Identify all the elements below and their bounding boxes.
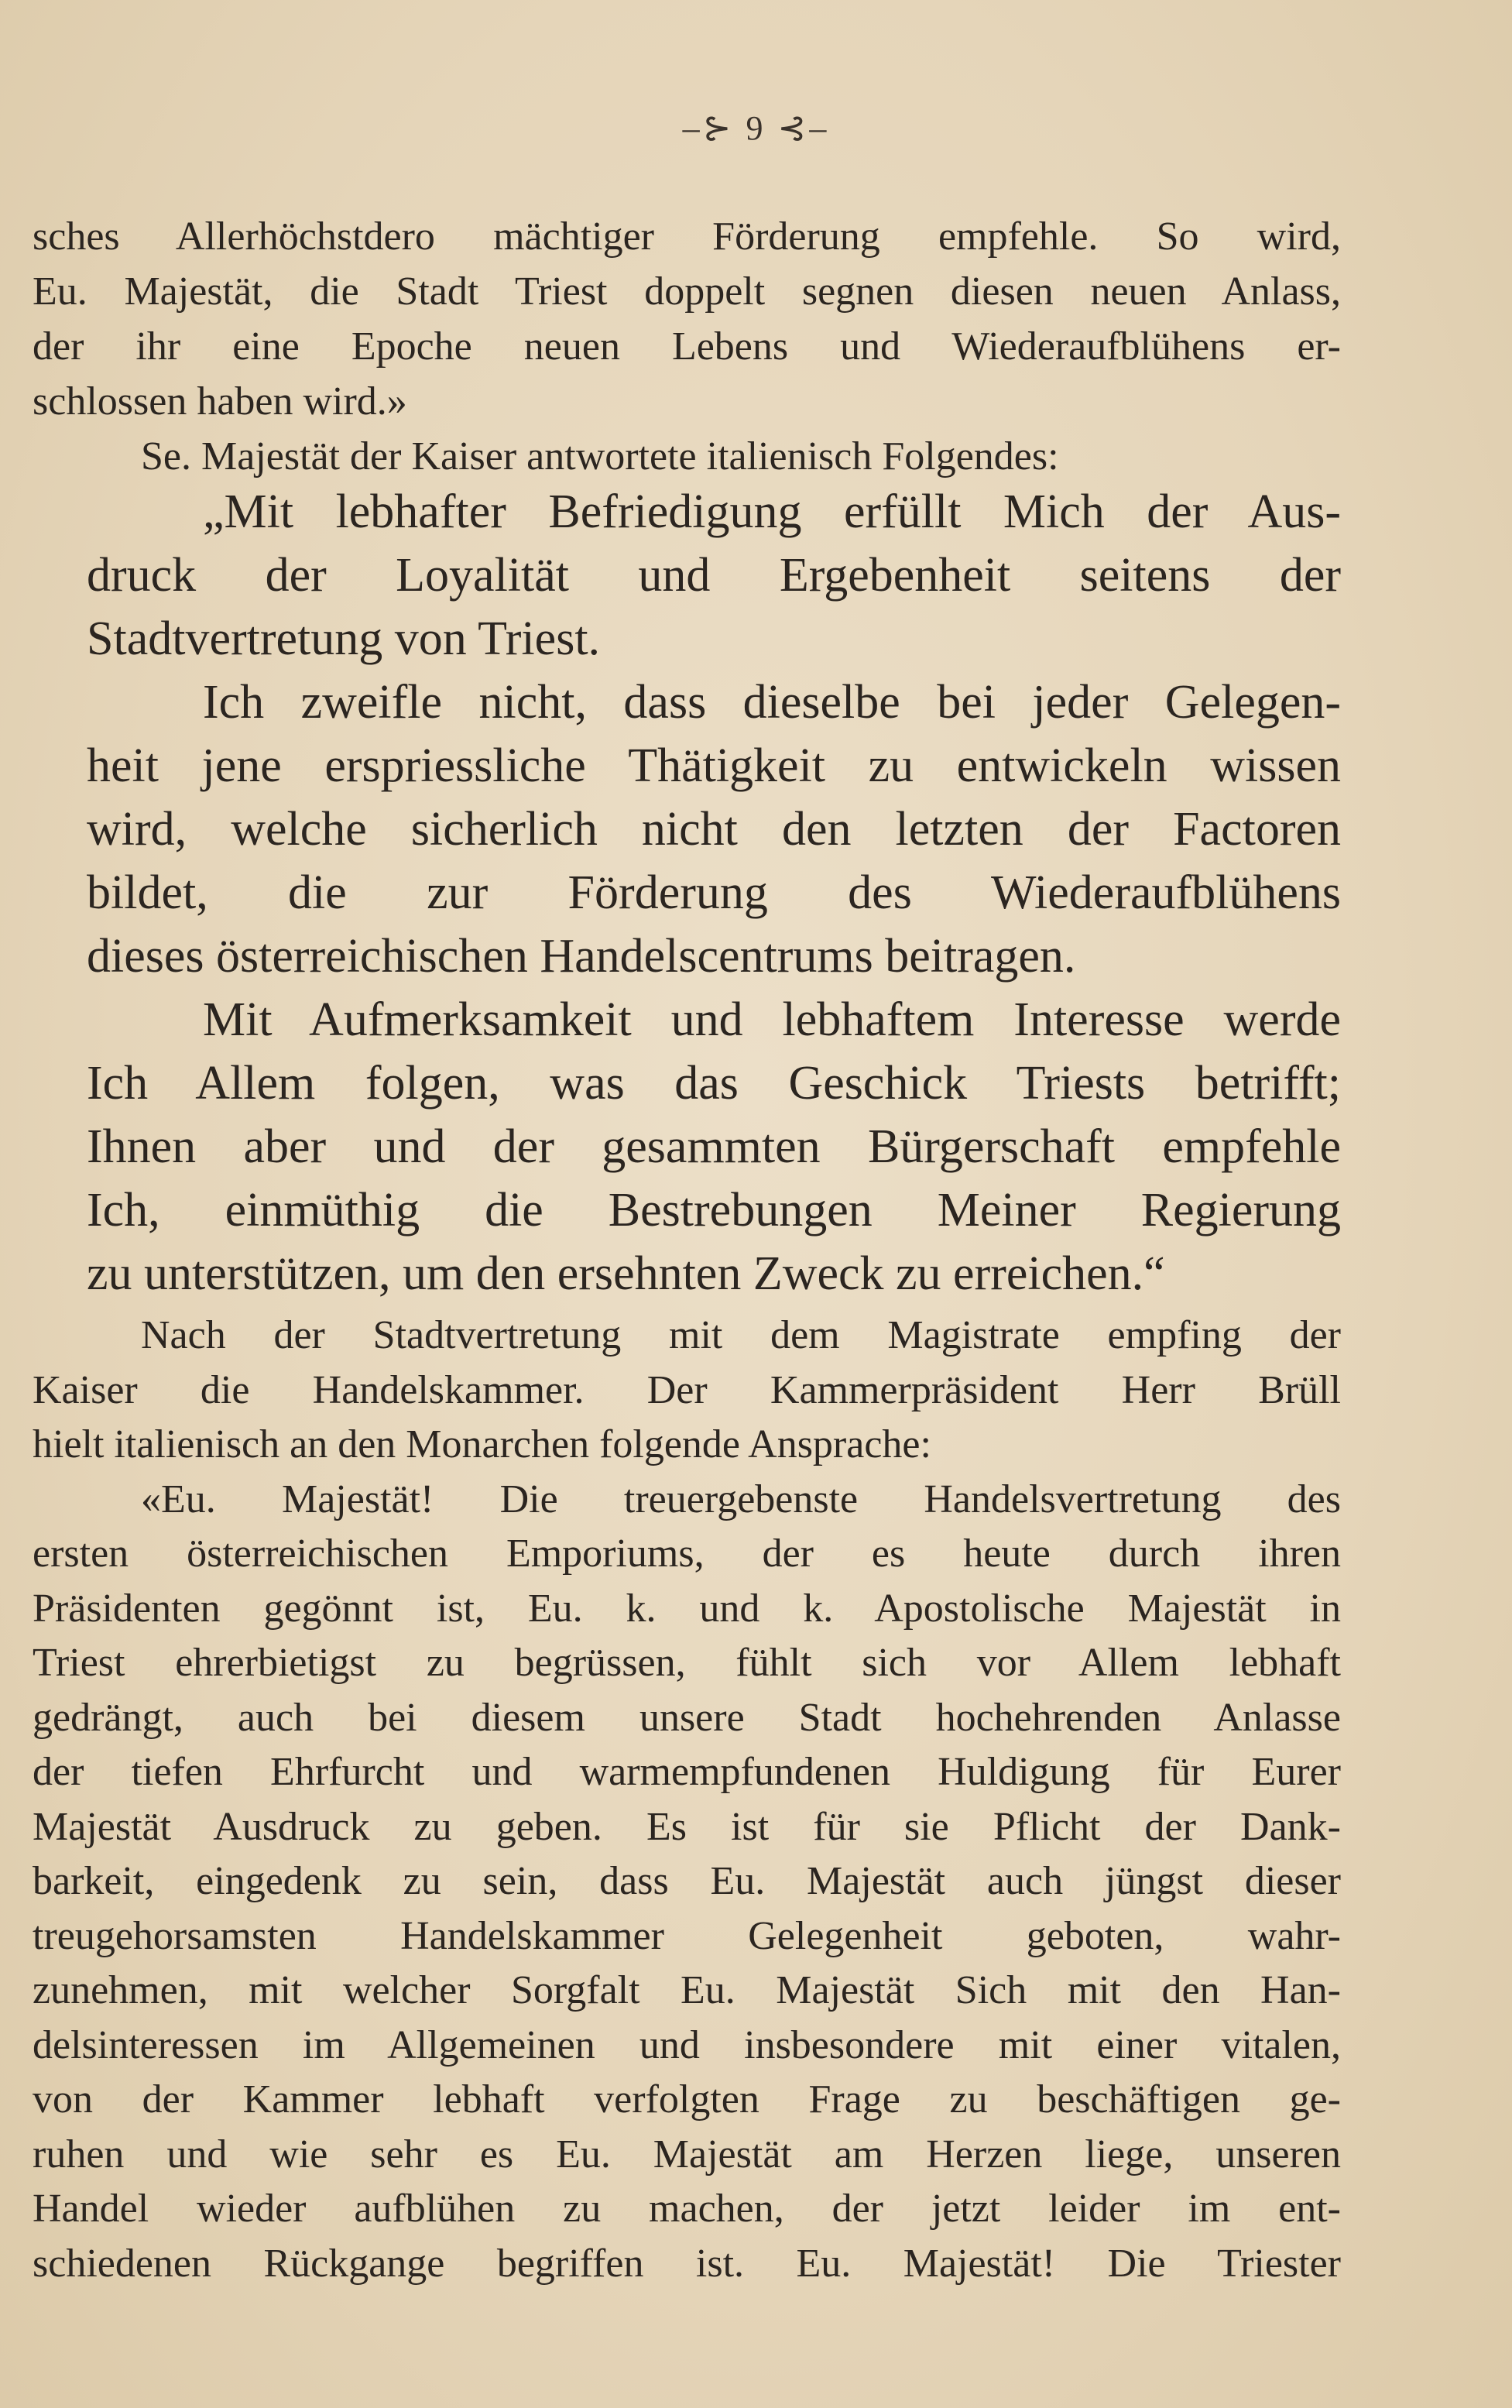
text-line: heit jene erspriessliche Thätigkeit zu entwickeln wissen (87, 739, 1341, 792)
text-line: Se. Majestät der Kaiser antwortete italienisch Folgendes: (141, 434, 1059, 479)
text-line: zunehmen, mit welcher Sorgfalt Eu. Majestät Sich mit den Han- (33, 1968, 1341, 2012)
text-line: Ich, einmüthig die Bestrebungen Meiner Regierung (87, 1184, 1341, 1237)
text-line: wird, welche sicherlich nicht den letzten der Factoren (87, 803, 1341, 856)
page-number: –⊱ 9 ⊰– (682, 109, 830, 147)
text-line: von der Kammer lebhaft verfolgten Frage zu beschäftigen ge- (33, 2077, 1341, 2122)
text-line: gedrängt, auch bei diesem unsere Stadt hochehrenden Anlasse (33, 1695, 1341, 1740)
text-line: der ihr eine Epoche neuen Lebens und Wiederaufblühens er- (33, 324, 1341, 369)
opening-paragraph (33, 209, 1341, 484)
text-line: „Mit lebhafter Befriedigung erfüllt Mich der Aus- (203, 485, 1341, 538)
emperor-speech (33, 480, 1341, 1305)
text-line: «Eu. Majestät! Die treuergebenste Handelsvertretung des (141, 1477, 1341, 1521)
text-line: Handel wieder aufblühen zu machen, der jetzt leider im ent- (33, 2187, 1341, 2231)
text-line: der tiefen Ehrfurcht und warmempfundenen Huldigung für Eurer (33, 1750, 1341, 1794)
text-line: sches Allerhöchstdero mächtiger Förderung empfehle. So wird, (33, 214, 1341, 259)
text-line: hielt italienisch an den Monarchen folgende Ansprache: (33, 1422, 931, 1466)
text-line: Nach der Stadtvertretung mit dem Magistrate empfing der (141, 1313, 1341, 1357)
text-line: Mit Aufmerksamkeit und lebhaftem Interesse werde (203, 993, 1341, 1046)
text-line: dieses österreichischen Handelscentrums beitragen. (87, 930, 1076, 983)
text-line: Eu. Majestät, die Stadt Triest doppelt segnen diesen neuen Anlass, (33, 269, 1341, 314)
text-line: Ich Allem folgen, was das Geschick Triests betrifft; (87, 1057, 1341, 1110)
text-line: ersten österreichischen Emporiums, der es heute durch ihren (33, 1532, 1341, 1576)
text-line: bildet, die zur Förderung des Wiederaufblühens (87, 866, 1341, 919)
text-line: schlossen haben wird.» (33, 379, 407, 424)
text-line: Ich zweifle nicht, dass dieselbe bei jeder Gelegen- (203, 676, 1341, 729)
chamber-address (33, 1309, 1341, 2291)
text-line: Majestät Ausdruck zu geben. Es ist für sie Pflicht der Dank- (33, 1804, 1341, 1849)
text-line: druck der Loyalität und Ergebenheit seitens der (87, 549, 1341, 602)
text-line: Kaiser die Handelskammer. Der Kammerpräsident Herr Brüll (33, 1367, 1341, 1412)
text-line: delsinteressen im Allgemeinen und insbesondere mit einer vitalen, (33, 2022, 1341, 2067)
text-line: zu unterstützen, um den ersehnten Zweck zu erreichen.“ (87, 1247, 1165, 1300)
text-line: schiedenen Rückgange begriffen ist. Eu. Majestät! Die Triester (33, 2241, 1341, 2286)
text-line: Triest ehrerbietigst zu begrüssen, fühlt sich vor Allem lebhaft (33, 1641, 1341, 1685)
text-line: ruhen und wie sehr es Eu. Majestät am Herzen liege, unseren (33, 2132, 1341, 2176)
text-line: Ihnen aber und der gesammten Bürgerschaft empfehle (87, 1120, 1341, 1173)
text-line: barkeit, eingedenk zu sein, dass Eu. Majestät auch jüngst dieser (33, 1859, 1341, 1903)
text-line: Stadtvertretung von Triest. (87, 612, 601, 665)
text-line: Präsidenten gegönnt ist, Eu. k. und k. Apostolische Majestät in (33, 1586, 1341, 1631)
text-line: treugehorsamsten Handelskammer Gelegenheit geboten, wahr- (33, 1913, 1341, 1958)
